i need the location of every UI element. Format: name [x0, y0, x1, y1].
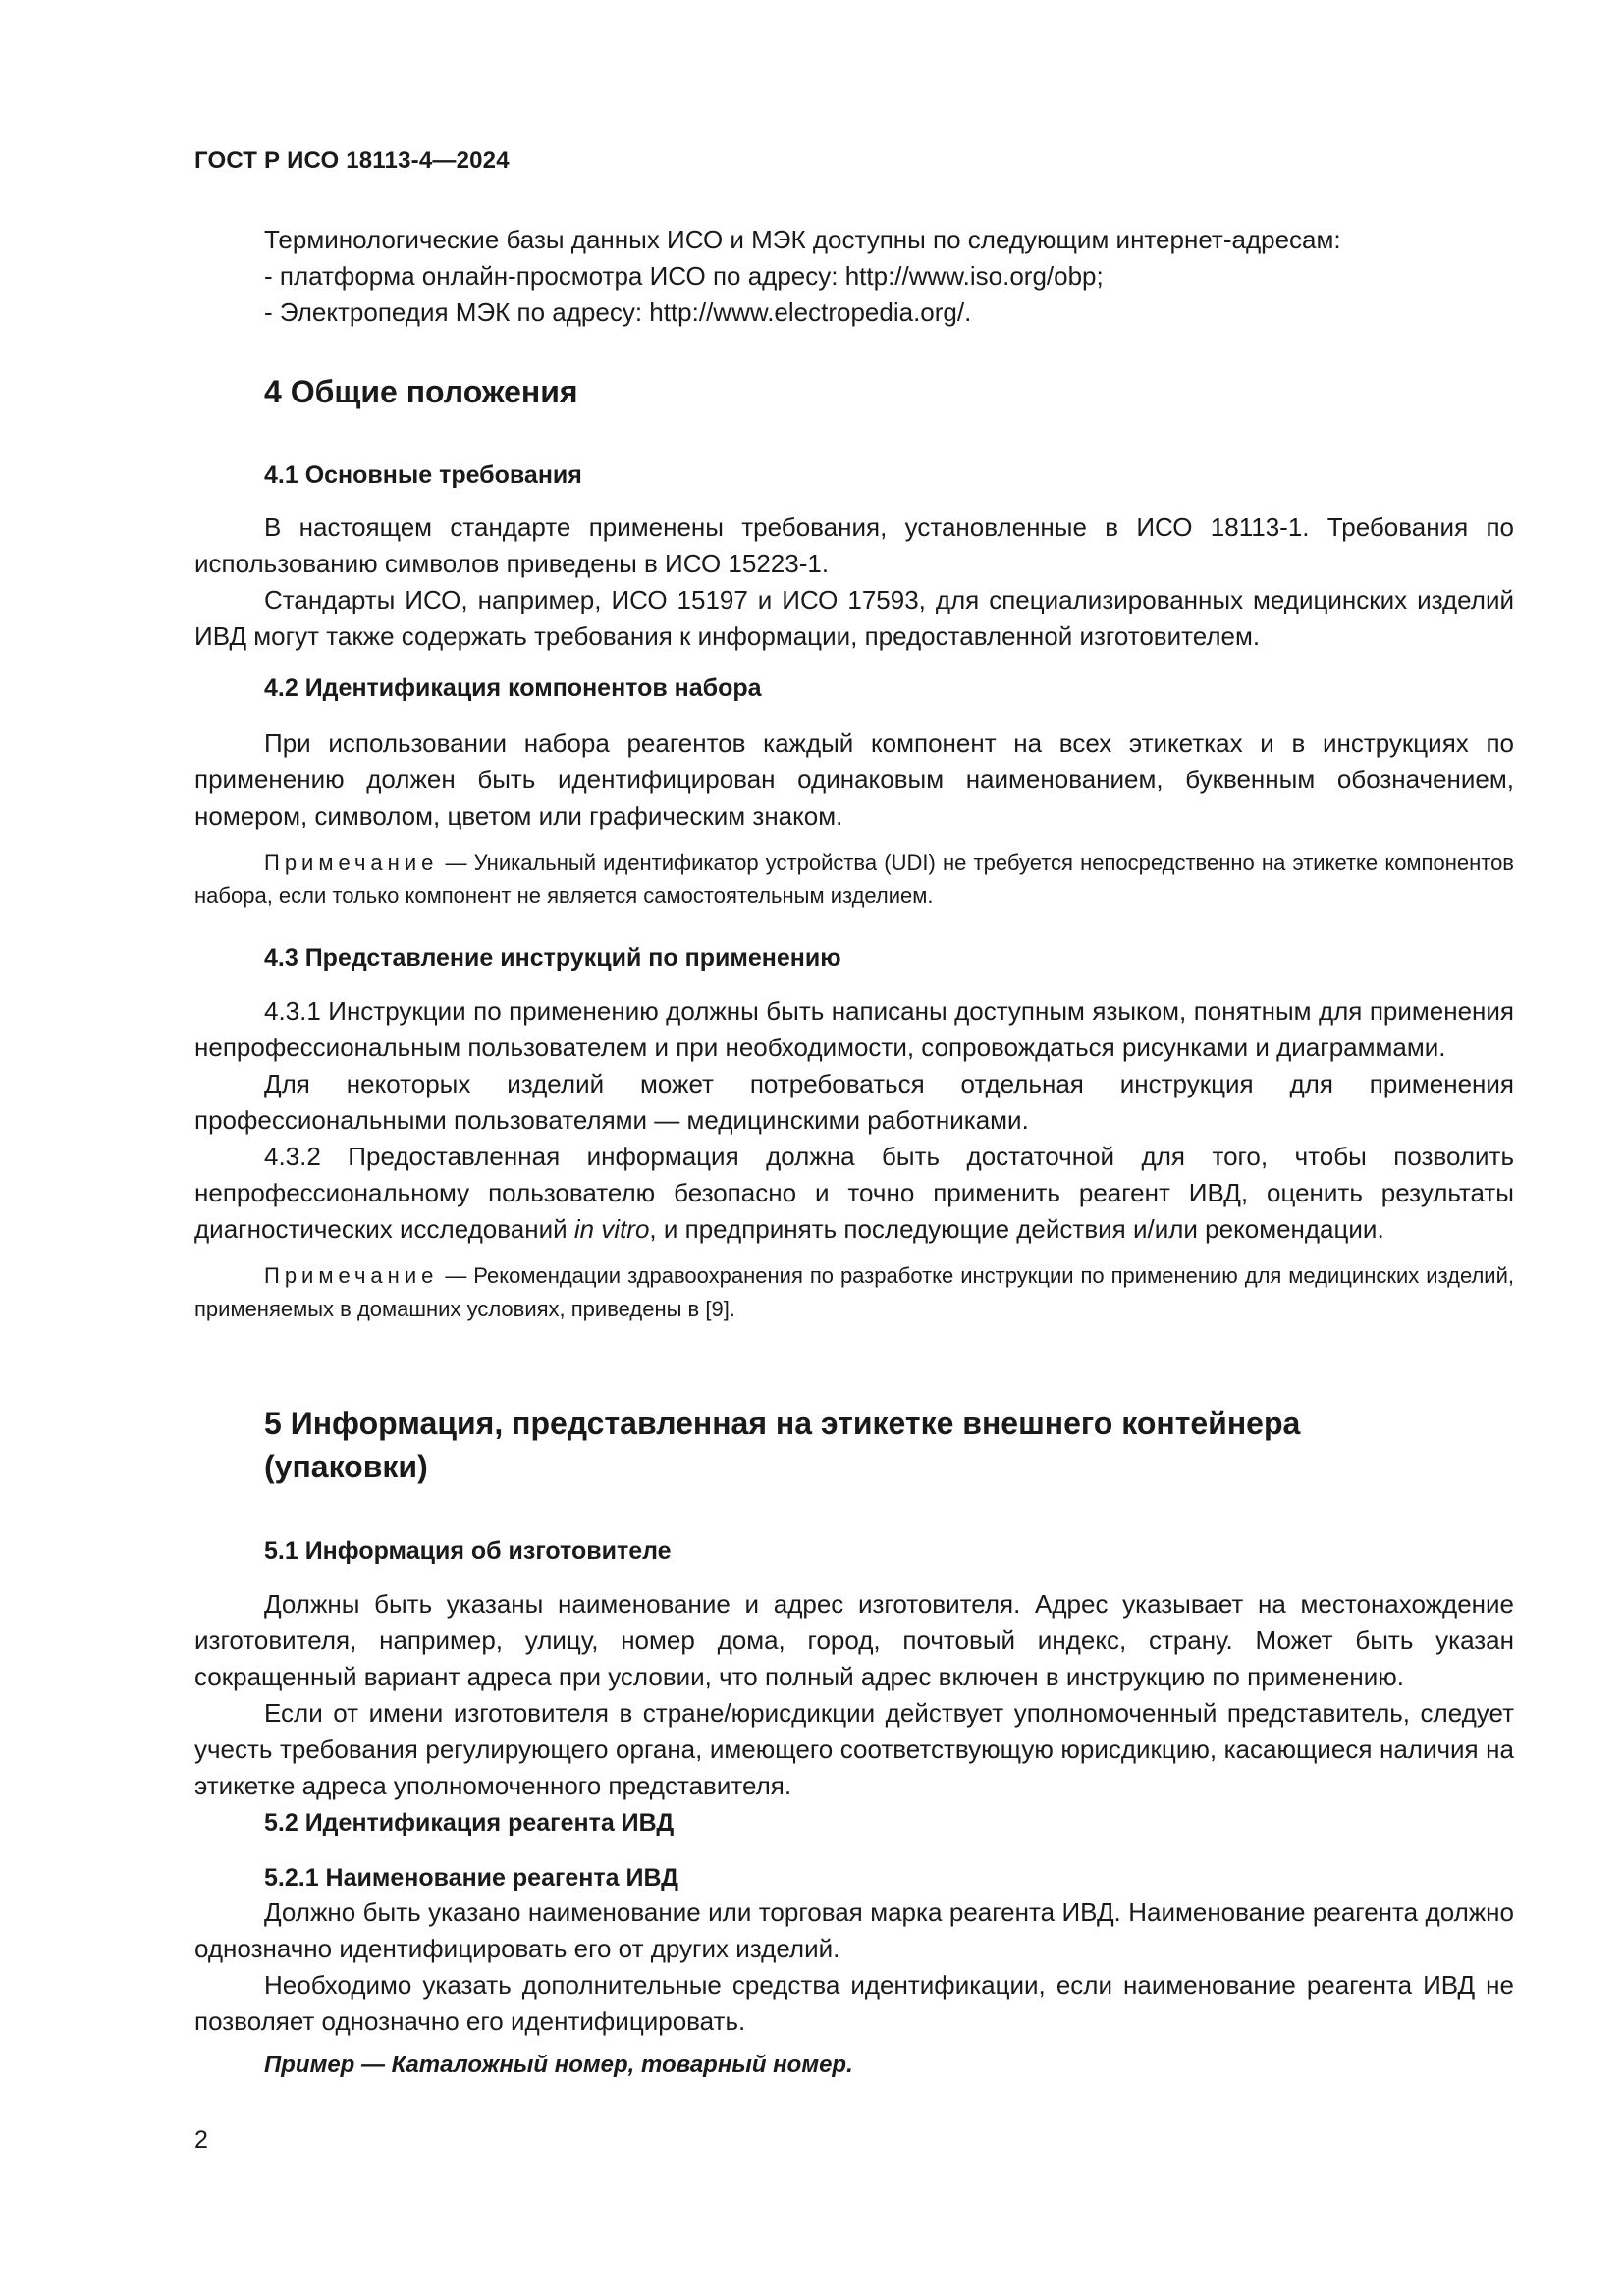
paragraph-3-text-start: 4.3.2 Предоставленная информация должна быть достаточной для того, чтобы позволить непрофессиональному пользователю безопасно и точно применить реагент ИВД, оценить результаты диагностических исследований: [194, 1142, 1514, 1244]
section-4-1-title: 4.1 Основные требования: [264, 461, 582, 489]
section-4-3-title: 4.3 Представление инструкций по применению: [264, 944, 841, 972]
section-4-heading-block: [194, 370, 1514, 413]
intro-line-1: Терминологические базы данных ИСО и МЭК доступны по следующим интернет-адресам:: [264, 225, 1341, 254]
document-code: ГОСТ Р ИСО 18113-4—2024: [194, 147, 510, 174]
note-label: Примечание: [264, 1263, 439, 1288]
intro-line-2: - платформа онлайн-просмотра ИСО по адресу: http://www.iso.org/obp;: [264, 261, 1104, 291]
section-5-2-1-paragraph-1: Должно быть указано наименование или торговая марка реагента ИВД. Наименование реагента должно однозначно идентифицировать его от других изделий.: [194, 1897, 1514, 1963]
section-5-2-1-paragraph-2: Необходимо указать дополнительные средства идентификации, если наименование реагента ИВД не позволяет однозначно его идентифицировать.: [194, 1970, 1514, 2036]
section-5-1-paragraph-1: Должны быть указаны наименование и адрес изготовителя. Адрес указывает на местонахождение изготовителя, например, улицу, номер дома, город, почтовый индекс, страну. Может быть указан сокращенный вариант адреса при условии, что полный адрес включен в инструкцию по применению.: [194, 1589, 1514, 1691]
section-4-3-paragraph-2: Для некоторых изделий может потребоваться отдельная инструкция для применения профессиональными пользователями — медицинскими работниками.: [194, 1069, 1514, 1135]
section-5-1: [194, 1534, 1514, 1804]
section-4-1-paragraph-1: В настоящем стандарте применены требования, установленные в ИСО 18113-1. Требования по использованию символов приведены в ИСО 15223-1.: [194, 512, 1514, 578]
section-4-2: [194, 671, 1514, 913]
section-4-3-paragraph-3: [194, 1139, 1514, 1248]
section-5-2-1-example: Пример — Каталожный номер, товарный номер.: [264, 2052, 853, 2078]
section-5-2-1-title: 5.2.1 Наименование реагента ИВД: [264, 1864, 678, 1892]
note-label: Примечание: [264, 850, 439, 875]
note-text: — Уникальный идентификатор устройства (UDI) не требуется непосредственно на этикетке компонентов набора, если только компонент не является самостоятельным изделием.: [194, 850, 1514, 908]
section-4-2-paragraph-1: При использовании набора реагентов каждый компонент на всех этикетках и в инструкциях по применению должен быть идентифицирован одинаковым наименованием, буквенным обозначением, номером, символом, цветом или графическим знаком.: [194, 728, 1514, 830]
section-5-heading-block: [194, 1402, 1514, 1488]
section-5-title-line-1: 5 Информация, представленная на этикетке внешнего контейнера: [264, 1406, 1301, 1441]
intro-line-3: - Электропедия МЭК по адресу: http://www.electropedia.org/.: [264, 297, 972, 327]
section-4-3-paragraph-1: 4.3.1 Инструкции по применению должны быть написаны доступным языком, понятным для применения непрофессиональным пользователем и при необходимости, сопровождаться рисунками и диаграммами.: [194, 996, 1514, 1062]
section-4-3-note: [194, 1259, 1514, 1326]
section-4-2-title: 4.2 Идентификация компонентов набора: [264, 674, 762, 702]
section-4-1: [194, 458, 1514, 655]
page-number: 2: [194, 2126, 208, 2154]
section-4-1-paragraph-2: Стандарты ИСО, например, ИСО 15197 и ИСО 17593, для специализированных медицинских изделий ИВД могут также содержать требования к информации, предоставленной изготовителем.: [194, 585, 1514, 651]
section-5-2-title: 5.2 Идентификация реагента ИВД: [264, 1809, 675, 1837]
section-5-1-paragraph-2: Если от имени изготовителя в стране/юрисдикции действует уполномоченный представитель, следует учесть требования регулирующего органа, имеющего соответствующую юрисдикцию, касающиеся наличия на этикетке адреса уполномоченного представителя.: [194, 1698, 1514, 1800]
section-4-3: [194, 941, 1514, 1326]
note-text: — Рекомендации здравоохранения по разработке инструкции по применению для медицинских изделий, применяемых в домашних условиях, приведены в [9].: [194, 1263, 1514, 1321]
paragraph-3-text-end: , и предпринять последующие действия и/или рекомендации.: [649, 1214, 1384, 1244]
section-4-title: 4 Общие положения: [264, 374, 578, 409]
section-5-1-title: 5.1 Информация об изготовителе: [264, 1537, 672, 1565]
section-5-title-line-2: (упаковки): [264, 1449, 428, 1484]
section-4-2-note: [194, 846, 1514, 913]
intro-block: [194, 222, 1514, 331]
paragraph-3-italic-term: in vitro: [573, 1214, 650, 1244]
section-5-2: [194, 1806, 1514, 2079]
